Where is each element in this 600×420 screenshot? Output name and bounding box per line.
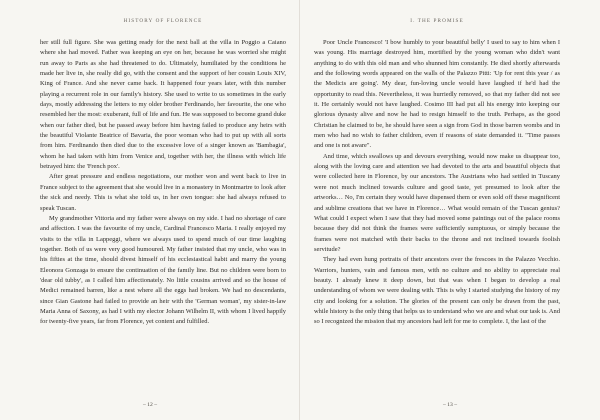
paragraph: And time, which swallows up and devours everything, would now make us disappear too, along with the loving care and attention we had devoted to the arts and beautiful objects that were collected here in Florence, by our ancestors. The Austrians who had settled in Tuscany were not much inclined towards culture and good taste, yet presumed to look after the artworks… No, I'm certain they would have dispensed them or even sold off these magnificent and sublime creations that we have in Florence… What would remain of the Tuscan genius? What could I expect when I saw that they had moved some paintings out of the palace rooms because they did not think the frames were sufficiently sumptuous, or simply because the frames were not matched with their backs to the throne and not inclined towards foolish servitude? — [314, 152, 560, 253]
right-page-number: – 13 – — [443, 402, 457, 408]
left-page-number: – 12 – — [143, 402, 157, 408]
paragraph: After great pressure and endless negotiations, our mother won and went back to live in France subject to the agreement that she would live in a monastery in Montmartre to look after the sick and needy. This is what she told us, in her own tongue: she had always refused to speak Tuscan. — [40, 173, 286, 212]
left-running-head: HISTORY OF FLORENCE — [123, 18, 203, 24]
paragraph: My grandmother Vittoria and my father were always on my side. I had no shortage of care and affection. I was the favourite of my uncle, Cardinal Francesco Maria. I really enjoyed my visits to the villa in Lappeggi, where we always used to spend much of our time laughing together. Both of us were very good humoured. My father insisted that my uncle, who was in his fifties at the time, should divest himself of his ecclesiastical habit and marry the young Eleonora Gonzaga to ensure the continuation of the family line. But no children were born to 'dear old tubby', as I called him affectionately. No little cousins arrived and so the house of Medici remained barren, like a nest where all the eggs had broken. We had no descendants, since Gian Gastone had failed to provide an heir with the 'German woman', my sister-in-law Maria Anna of Saxony, as had I with my elector Johann Wilhelm II, with whom I lived happily for twenty-five years, far from Florence, yet content and fulfilled. — [40, 214, 286, 326]
paragraph: her still full figure. She was getting ready for the next ball at the villa in Poggio a Caiano where she had moved. Father was keeping an eye on her, because he was worried she might run away to Paris as she had threatened to do. Ultimately, humiliated by the conditions he made her live in, she really did go, with the consent and the support of her cousin Louis XIV, King of France. And she never came back. It happened four years later, with this number playing a recurrent role in our family's history. She used to write to us sometimes in the early days, mostly addressing the letters to my older brother Ferdinando, her favourite, the one who resembled her the most: exuberant, full of life and fun. He was supposed to become grand duke when our father died, but he passed away before him having failed to produce any heirs with the beautiful Violante Beatrice of Bavaria, the poor woman who had to put up with all sorts from him. Ferdinando then died due to the excessive love of a singer known as 'Bambagia', whom he had taken with him from Venice and, together with her, the illness with which life betrayed him: the 'French pox'. — [40, 39, 286, 171]
right-running-head: I. THE PROMISE — [410, 18, 464, 24]
left-body-text — [40, 38, 286, 328]
paragraph: They had even hung portraits of their ancestors over the frescoes in the Palazzo Vecchio. Warriors, hunters, vain and famous men, with no culture and no ability to appreciate real beauty. I already knew it deep down, but that was when I began to develop a real understanding of whom we were dealing with. This is why I started studying the history of my city and looking for a solution. The glories of the present can only be drawn from the past, while history is the only thing that helps us to understand who we are and what our task is. And so I recognized the mission that my ancestors had left for me to complete. I, the last of the — [314, 256, 560, 326]
right-body-text — [314, 38, 560, 328]
paragraph: Poor Uncle Francesco! 'I bow humbly to your beautiful belly' I used to say to him when I was young. His marriage destroyed him, mortified by the young woman who didn't want anything to do with this old man and who shunned him constantly. He died shortly afterwards and the following words appeared on the walls of the Palazzo Pitti: 'Up for rent this year / as the Medicis are going'. My dear, fun-loving uncle would have laughed if he'd had the opportunity to read this. Nevertheless, it was hurriedly removed, so that my father did not see it. He certainly would not have laughed. Cosimo III had put all his energy into keeping our glorious dynasty alive and now he had to resign himself to the truth. Perhaps, as the good Christian he claimed to be, he should have seen a sign from God in those barren wombs and in men who had no wish to father children, even if reasons of state demanded it. "Time passes and one is not aware". — [314, 39, 560, 150]
right-page — [300, 0, 600, 420]
